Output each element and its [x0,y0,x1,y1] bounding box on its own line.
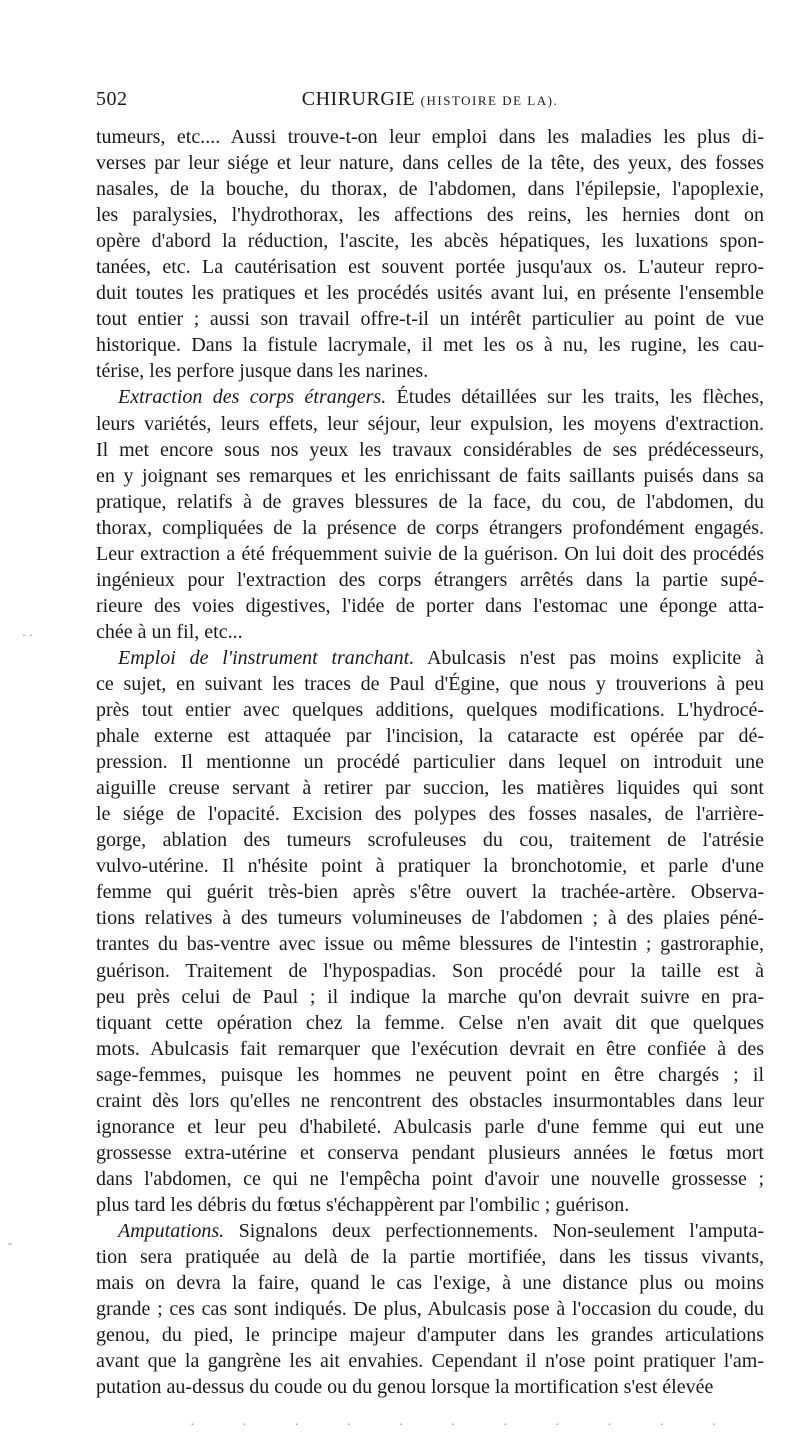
line-text: ce sujet, en suivant les traces de Paul d'Égine, que nous y trouverions à peu [96,672,764,695]
text-line [96,697,764,723]
text-line [96,853,764,879]
line-text: les paralysies, l'hydrothorax, les affections des reins, les hernies dont on [96,204,764,227]
line-text: Études détaillées sur les traits, les flèches, [386,386,764,409]
line-text: tout entier ; aussi son travail offre-t-il un intérêt particulier au point de vue [96,308,764,331]
line-text: putation au-dessus du coude ou du genou lorsque la mortification s'est élevée [96,1376,714,1399]
page-body [96,80,764,1400]
text-line [96,645,764,671]
line-text: mots. Abulcasis fait remarquer que l'exécution devrait en être confiée à des [96,1037,764,1060]
text-line [96,515,764,541]
text-line [96,958,764,984]
text-line [96,124,764,150]
text-line [96,827,764,853]
line-text: trantes du bas-ventre avec issue ou même blessures de l'intestin ; gastroraphie, [96,933,764,956]
line-text: près tout entier avec quelques additions, quelques modifications. L'hydrocé- [96,699,764,722]
text-line [96,384,764,410]
text-line [96,202,764,228]
text-line [96,593,764,619]
line-text: Signalons deux perfectionnements. Non-seulement l'amputa- [224,1219,764,1242]
running-title-sub: (HISTOIRE DE LA). [420,93,559,108]
line-text: aiguille creuse servant à retirer par succion, les matières liquides qui sont [96,777,764,800]
text-line [96,306,764,332]
text-line [96,567,764,593]
running-title-main: CHIRURGIE [301,88,416,110]
line-text: duit toutes les pratiques et les procédés usités avant lui, en présente l'ensemble [96,282,764,305]
text-line [96,1062,764,1088]
line-text: Il met encore sous nos yeux les travaux considérables de ses prédécesseurs, [96,438,764,461]
text-body [96,124,764,1400]
text-line [96,150,764,176]
line-text: le siége de l'opacité. Excision des polypes des fosses nasales, de l'arrière- [96,803,764,826]
section-rubric: Extraction des corps étrangers. [118,386,387,409]
text-line [96,931,764,957]
line-text: grande ; ces cas sont indiqués. De plus, Abulcasis pose à l'occasion du coude, du [96,1298,764,1321]
text-line [96,1166,764,1192]
line-text: leurs variétés, leurs effets, leur séjour, leur expulsion, les moyens d'extraction. [96,412,764,435]
line-text: pratique, relatifs à de graves blessures de la face, du cou, de l'abdomen, du [96,490,764,513]
line-text: peu près celui de Paul ; il indique la marche qu'on devrait suivre en pra- [96,985,764,1008]
text-line [96,1348,764,1374]
line-text: tanées, etc. La cautérisation est souvent portée jusqu'aux os. L'auteur repro- [96,256,764,279]
text-line [96,1010,764,1036]
text-line [96,984,764,1010]
text-line [96,280,764,306]
line-text: rieure des voies digestives, l'idée de porter dans l'estomac une éponge atta- [96,594,764,617]
text-line [96,671,764,697]
line-text: phale externe est attaquée par l'incision, la cataracte est opérée par dé- [96,725,764,748]
line-text: nasales, de la bouche, du thorax, de l'abdomen, dans l'épilepsie, l'apoplexie, [96,178,764,201]
line-text: tumeurs, etc.... Aussi trouve-t-on leur emploi dans les maladies les plus di- [96,126,764,148]
line-text: vulvo-utérine. Il n'hésite point à pratiquer la bronchotomie, et parle d'une [96,855,764,878]
text-line [96,1036,764,1062]
line-text: tion sera pratiquée au delà de la partie mortifiée, dans les tissus vivants, [96,1246,764,1269]
text-line [96,541,764,567]
text-line [96,1322,764,1348]
text-line [96,228,764,254]
margin-mark: · · [22,628,33,642]
section-rubric: Emploi de l'instrument tranchant. [118,646,415,669]
line-text: pression. Il mentionne un procédé particulier dans lequel on introduit une [96,751,764,774]
line-text: chée à un fil, etc... [96,620,243,643]
text-line [96,176,764,202]
line-text: verses par leur siége et leur nature, dans celles de la tête, des yeux, des fosses [96,152,764,175]
line-text: femme qui guérit très-bien après s'être ouvert la trachée-artère. Observa- [96,881,764,904]
text-line [96,905,764,931]
line-text: opère d'abord la réduction, l'ascite, les abcès hépatiques, les luxations spon- [96,230,764,253]
line-text: guérison. Traitement de l'hypospadias. Son procédé pour la taille est à [96,959,764,982]
text-line [96,254,764,280]
line-text: sage-femmes, puisque les hommes ne peuvent point en être chargés ; il [96,1063,764,1086]
line-text: genou, du pied, le principe majeur d'amputer dans les grandes articulations [96,1324,764,1347]
line-text: craint dès lors qu'elles ne rencontrent des obstacles insurmontables dans leur [96,1089,764,1112]
text-line [96,619,764,645]
line-text: tions relatives à des tumeurs volumineuses de l'abdomen ; à des plaies péné- [96,907,764,930]
line-text: avant que la gangrène les ait envahies. Cependant il n'ose point pratiquer l'am- [96,1350,764,1373]
line-text: dans l'abdomen, ce qui ne l'empêcha point d'avoir une nouvelle grossesse ; [96,1167,764,1190]
text-line [96,749,764,775]
line-text: ignorance et leur peu d'habileté. Abulcasis parle d'une femme qui eut une [96,1115,764,1138]
line-text: thorax, compliquées de la présence de corps étrangers profondément engagés. [96,516,764,539]
text-line [96,801,764,827]
line-text: grossesse extra-utérine et conserva pendant plusieurs années le fœtus mort [96,1141,764,1164]
text-line [96,879,764,905]
line-text: mais on devra la faire, quand le cas l'exige, à une distance plus ou moins [96,1272,764,1295]
text-line [96,775,764,801]
text-line [96,1114,764,1140]
line-text: tiquant cette opération chez la femme. Celse n'en avait dit que quelques [96,1011,764,1034]
page-number: 502 [96,88,128,110]
line-text: en y joignant ses remarques et les enrichissant de faits saillants puisés dans sa [96,464,764,487]
text-line [96,332,764,358]
text-line [96,1140,764,1166]
line-text: plus tard les débris du fœtus s'échappèrent par l'ombilic ; guérison. [96,1193,630,1216]
text-line [96,358,764,384]
text-line [96,463,764,489]
text-line [96,1244,764,1270]
bottom-dots: · · · · · · · · · · · [190,1418,739,1433]
text-line [96,1296,764,1322]
line-text: Abulcasis n'est pas moins explicite à [414,646,764,669]
text-line [96,489,764,515]
running-header [96,80,764,124]
section-rubric: Amputations. [118,1219,225,1242]
text-line [96,723,764,749]
line-text: gorge, ablation des tumeurs scrofuleuses du cou, traitement de l'atrésie [96,829,764,852]
line-text: historique. Dans la fistule lacrymale, il met les os à nu, les rugine, les cau- [96,334,764,357]
text-line [96,1192,764,1218]
line-text: Leur extraction a été fréquemment suivie de la guérison. On lui doit des procédés [96,542,764,565]
text-line [96,1270,764,1296]
text-line [96,1374,764,1400]
line-text: ingénieux pour l'extraction des corps étrangers arrêtés dans la partie supé- [96,568,764,591]
text-line [96,411,764,437]
text-line [96,1218,764,1244]
line-text: térise, les perfore jusque dans les narines. [96,360,429,383]
text-line [96,437,764,463]
running-title [96,88,764,111]
margin-mark: - [8,1236,12,1250]
text-line [96,1088,764,1114]
